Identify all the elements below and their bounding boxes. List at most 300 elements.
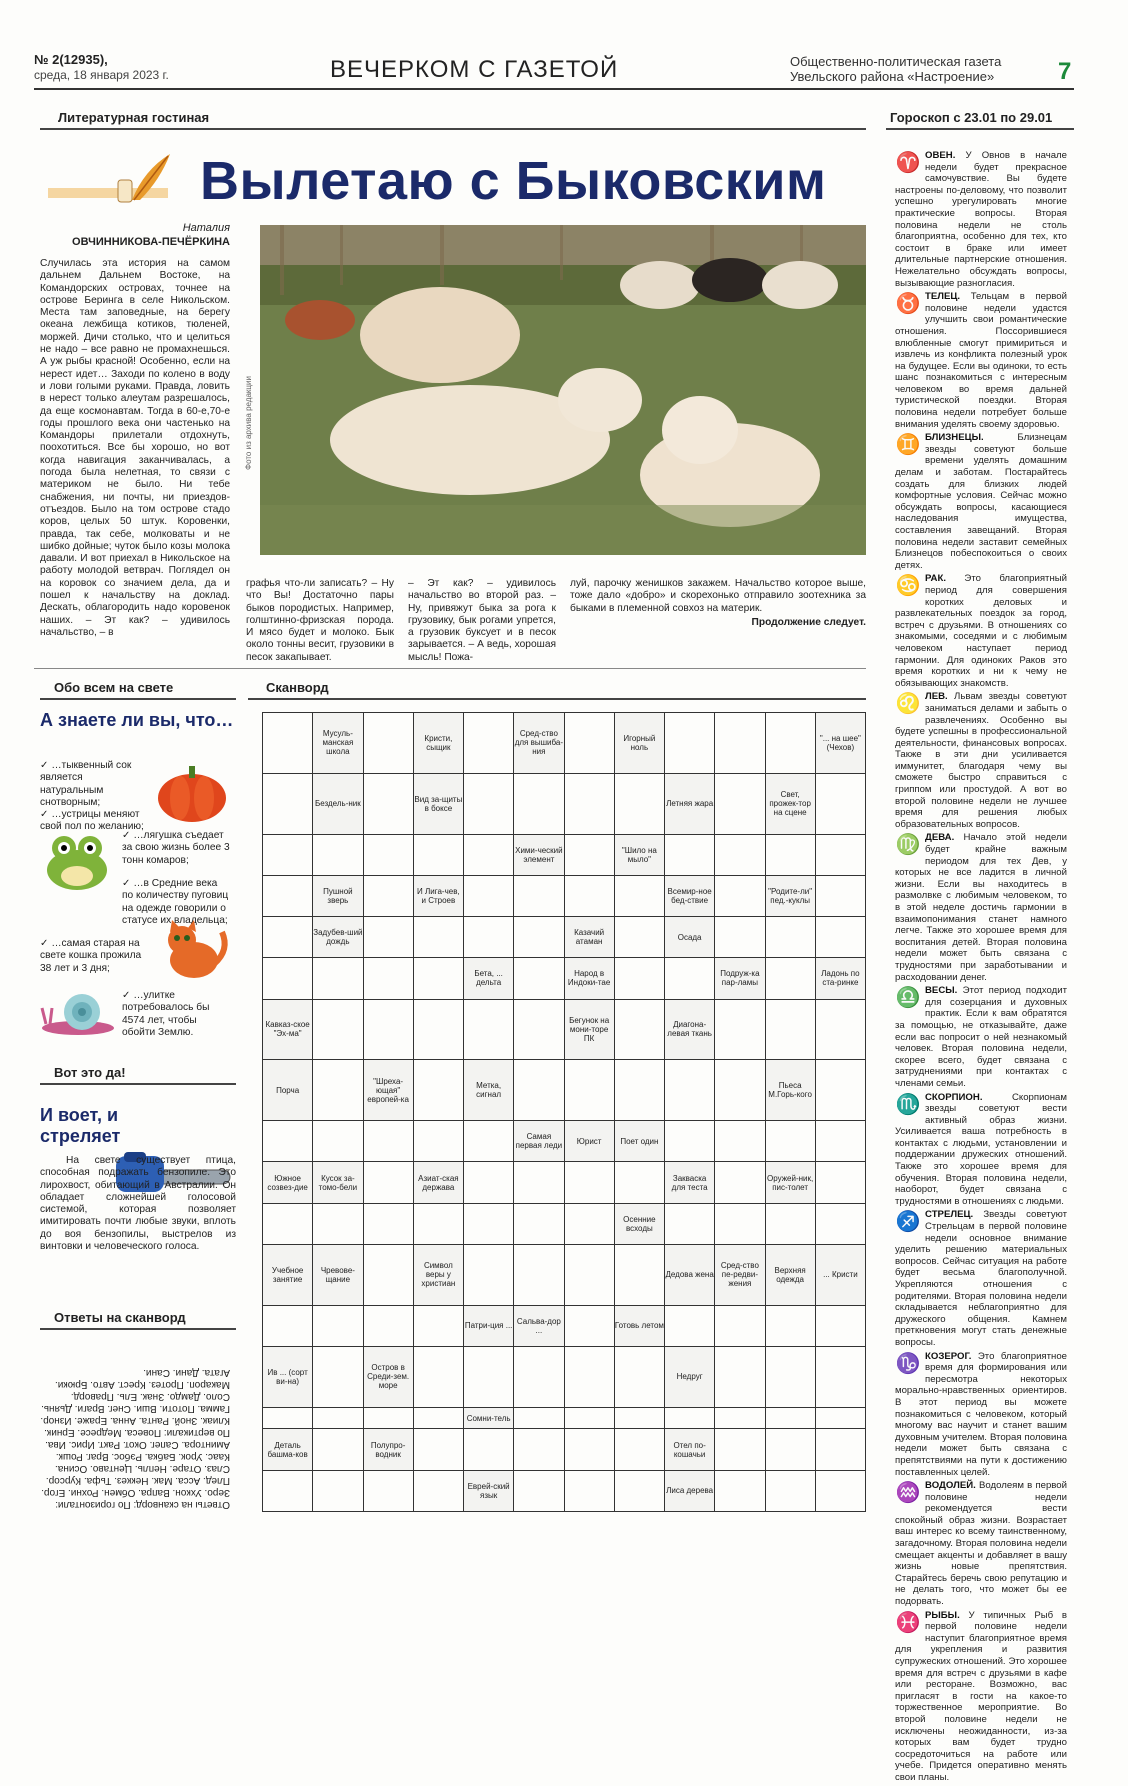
scanword-answer-cell[interactable]: [413, 999, 463, 1060]
scanword-answer-cell[interactable]: [363, 875, 413, 916]
fact-item: ✓ …в Средние века по количеству пуговиц на одежде говорили о статусе их владельца;: [122, 878, 229, 926]
scanword-answer-cell[interactable]: [263, 773, 313, 834]
facts-rubric: Обо всем на свете: [40, 680, 236, 700]
scanword-answer-cell[interactable]: [715, 713, 765, 774]
scanword-clue-cell: Вид за-щиты в боксе: [413, 773, 463, 834]
zodiac-sign-icon: ♍: [895, 834, 921, 857]
scanword-clue-cell: Казачий атаман: [564, 917, 614, 958]
scanword-clue-cell: Самая первая леди: [514, 1121, 564, 1162]
scanword-answer-cell[interactable]: [765, 1346, 815, 1407]
scanword-clue-cell: Метка, сигнал: [464, 1060, 514, 1121]
scanword-answer-cell[interactable]: [564, 1244, 614, 1305]
scanword-answer-cell[interactable]: [514, 958, 564, 999]
scanword-answer-cell[interactable]: [263, 834, 313, 875]
scanword-answer-cell[interactable]: [564, 875, 614, 916]
continued-note: Продолжение следует.: [751, 616, 866, 628]
zodiac-sign-name: ДЕВА.: [925, 832, 955, 844]
scanword-answer-cell[interactable]: [313, 1470, 363, 1511]
scanword-answer-cell[interactable]: [313, 1121, 363, 1162]
horoscope-sign: [895, 832, 1067, 983]
fact-item: ✓ …улитке потребовалось бы 4574 лет, чтобы обойти Землю.: [122, 990, 210, 1038]
scanword-answer-cell[interactable]: [815, 1470, 865, 1511]
scanword-answer-cell[interactable]: [815, 875, 865, 916]
scanword-clue-cell: Кавказ-ское "Эх-ма": [263, 999, 313, 1060]
scanword-answer-cell[interactable]: [313, 1407, 363, 1429]
scanword-answer-cell[interactable]: [765, 1470, 815, 1511]
scanword-answer-cell[interactable]: [614, 1162, 664, 1203]
author-last-name: ОВЧИННИКОВА-ПЕЧЁРКИНА: [72, 236, 230, 248]
scanword-table: [262, 712, 866, 1512]
scanword-row: [263, 834, 866, 875]
scanword-answer-cell[interactable]: [363, 773, 413, 834]
scanword-clue-cell: Полупро-водник: [363, 1429, 413, 1470]
zodiac-sign-icon: ♑: [895, 1352, 921, 1375]
scanword-answer-cell[interactable]: [815, 1429, 865, 1470]
zodiac-sign-name: ТЕЛЕЦ.: [925, 291, 961, 303]
scanword-answer-cell[interactable]: [715, 1203, 765, 1244]
scanword-answer-cell[interactable]: [765, 1121, 815, 1162]
scanword-answer-cell[interactable]: [765, 958, 815, 999]
scanword-clue-cell: Южное созвез-дие: [263, 1162, 313, 1203]
scanword-answer-cell[interactable]: [363, 999, 413, 1060]
scanword-answer-cell[interactable]: [413, 1203, 463, 1244]
scanword-clue-cell: Сомни-тель: [464, 1407, 514, 1429]
scanword-clue-cell: Готовь летом: [614, 1305, 664, 1346]
scanword-answer-cell[interactable]: [313, 1305, 363, 1346]
scanword-answer-cell[interactable]: [665, 1060, 715, 1121]
scanword-answer-cell[interactable]: [263, 875, 313, 916]
scanword-clue-cell: Юрист: [564, 1121, 614, 1162]
scanword-clue-cell: Ладонь по ста-ринке: [815, 958, 865, 999]
snail-icon: [38, 990, 118, 1036]
zodiac-sign-text: У Овнов в начале недели будет прекрасное самочувствие. Вы будете настроены по-деловому, что позволит успешно урегулировать многие практические вопросы. Вторая половина недели не столь благоприятна, особенно для тех, кто состоит в браке или имеет длительные партнерские отношения. Нежелательно обсуждать вопросы, вызывающие разногласия.: [895, 150, 1067, 289]
scanword-row: [263, 773, 866, 834]
scanword-answer-cell[interactable]: [665, 834, 715, 875]
answers-rubric: Ответы на сканворд: [40, 1310, 236, 1330]
scanword-answer-cell[interactable]: [765, 917, 815, 958]
scanword-answer-cell[interactable]: [313, 834, 363, 875]
zodiac-sign-icon: ♈: [895, 152, 921, 174]
scanword-clue-cell: Игорный ноль: [614, 713, 664, 774]
scanword-clue-cell: Верхняя одежда: [765, 1244, 815, 1305]
zodiac-sign-icon: ♎: [895, 987, 921, 1010]
scanword-answer-cell[interactable]: [564, 1429, 614, 1470]
zodiac-sign-icon: ♊: [895, 434, 921, 457]
scanword-row: [263, 1203, 866, 1244]
scanword-answer-cell[interactable]: [815, 1121, 865, 1162]
scanword-clue-cell: Подруж-ка пар-ламы: [715, 958, 765, 999]
zodiac-sign-icon: ♋: [895, 575, 921, 598]
scanword-answer-cell[interactable]: [263, 958, 313, 999]
scanword-answer-cell[interactable]: [614, 875, 664, 916]
scanword-answer-cell[interactable]: [313, 1429, 363, 1470]
zodiac-sign-icon: ♌: [895, 693, 921, 716]
scanword-answer-cell[interactable]: [715, 1305, 765, 1346]
scanword-clue-cell: Диагона-левая ткань: [665, 999, 715, 1060]
scanword-answer-cell[interactable]: [313, 999, 363, 1060]
scanword-answer-cell[interactable]: [263, 713, 313, 774]
scanword-answer-cell[interactable]: [464, 1121, 514, 1162]
fact-item: ✓ …лягушка съедает за свою жизнь более 3 тонн комаров;: [122, 830, 230, 866]
horoscope-sign: [895, 1351, 1067, 1479]
horoscope-sign: [895, 432, 1067, 571]
facts-list-left: [40, 760, 148, 834]
scanword-answer-cell[interactable]: [464, 917, 514, 958]
article-rubric: Литературная гостиная: [40, 110, 866, 130]
paper-name-line2: Увельского района «Настроение»: [790, 69, 995, 84]
scanword-clue-cell: Чревове-щание: [313, 1244, 363, 1305]
scanword-row: [263, 713, 866, 774]
scanword-clue-cell: Кусок за-томо-бели: [313, 1162, 363, 1203]
scanword-answer-cell[interactable]: [263, 1203, 313, 1244]
zodiac-sign-text: Львам звезды советуют заниматься делами и забыть о развлечениях. Особенно вы будете успешны в профессиональной деятельности, финансовых вопросах. Также в эти дни усиливается иммунитет, благодаря чему вы сможете быстро справиться с гриппом или простудой. А вот во второй половине недели не лучшее время для решения любых образовательных вопросов.: [895, 691, 1067, 830]
fact-item: ✓ …самая старая на свете кошка прожила 38 лет и 3 дня;: [40, 938, 142, 974]
fact-item: ✓ …тыквенный сок является натуральным снотворным;: [40, 760, 132, 808]
scanword-answer-cell[interactable]: [263, 1470, 313, 1511]
paper-name-line1: Общественно-политическая газета: [790, 54, 1002, 69]
horoscope-sign: [895, 291, 1067, 430]
scanword-clue-cell: Пушной зверь: [313, 875, 363, 916]
zodiac-sign-icon: ♐: [895, 1211, 921, 1234]
article-headline: Вылетаю с Быковским: [200, 151, 827, 211]
scanword-answer-cell[interactable]: [765, 834, 815, 875]
scanword-answer-cell[interactable]: [815, 834, 865, 875]
zodiac-sign-text: У типичных Рыб в первой половине недели наступит благоприятное время для укрепления и развития супружеских отношений. Это хорошее время для встреч с друзьями в кафе или ресторане. Возможно, вас пригласят в гости на какое-то торжественное мероприятие. Во второй половине недели не исключены неожиданности, из-за которых вам будет трудно сосредоточиться на работе или учебе. Придется оперативно менять свои планы.: [895, 1609, 1067, 1783]
scanword-answer-cell[interactable]: [514, 1060, 564, 1121]
zodiac-sign-text: Близнецам звезды советуют больше времени уделять домашним делам и заботам. Постарайтесь создать для близких людей комфортные условия. Сейчас можно обсуждать вопросы, касающиеся наследования имущества, составления завещаний. Вторая половина недели заставит семейных Близнецов побеспокоиться о своих детях.: [895, 432, 1067, 571]
scanword-clue-cell: Летняя жара: [665, 773, 715, 834]
answers-text-upside-down: Ответы на сканворд: По горизонтали: Зеро. Ухкон. Вапра. Обмен. Рохни. Егор. Плед. Асса. Мак. Неккез. Тьфа. Курсор. Слаз. Отаре. Непль. Центаво. Осина. Каас. Урок. Бабка. Рэбос. Враг. Рошк. Аминтора. Сапег. Окот. Ракт. Ирис. Ива. По вертикали: Повеса. Медресе. Ерник. Клиак. Зной. Ранта. Анна. Ераже. Изнор. Гамма. Пототи. Вши. Снег. Враги. Дьянь. Соло. Дамдо. Знак. Ель. Праворд. Макароп. Протез. Крест. Авто. Брюки. Агата. Дани. Сани.: [40, 1367, 230, 1510]
scanword-answer-cell[interactable]: [363, 1407, 413, 1429]
scanword-clue-cell: Сред-ство пе-редви-жения: [715, 1244, 765, 1305]
scanword-clue-cell: Бездель-ник: [313, 773, 363, 834]
scanword-clue-cell: Задубев-ший дождь: [313, 917, 363, 958]
scanword-answer-cell[interactable]: [564, 1203, 614, 1244]
scanword-answer-cell[interactable]: [815, 773, 865, 834]
scanword-clue-cell: "Шило на мыло": [614, 834, 664, 875]
zodiac-sign-text: Скорпионам звезды советуют вести активный образ жизни. Усиливается ваша потребность в контактах с людьми, установлении и поддержании дружеских отношений. Также это хорошее время для обучения. Вторая половина недели, наоборот, будет связана с трудностями в отношениях с людьми.: [895, 1091, 1067, 1207]
scanword-answer-cell[interactable]: [464, 1244, 514, 1305]
scanword-answer-cell[interactable]: [263, 917, 313, 958]
scanword-answer-cell[interactable]: [564, 713, 614, 774]
scanword-clue-cell: Народ в Индоки-тае: [564, 958, 614, 999]
issue-date: среда, 18 января 2023 г.: [34, 68, 169, 82]
scanword-answer-cell[interactable]: [363, 1203, 413, 1244]
facts-block: [40, 710, 236, 731]
scanword-answer-cell[interactable]: [715, 999, 765, 1060]
scanword-row: [263, 1244, 866, 1305]
scanword-answer-cell[interactable]: [363, 1121, 413, 1162]
scanword-answer-cell[interactable]: [665, 1203, 715, 1244]
scanword-answer-cell[interactable]: [363, 917, 413, 958]
scanword-answer-cell[interactable]: [614, 958, 664, 999]
scanword-clue-cell: Патри-ция ...: [464, 1305, 514, 1346]
scanword-clue-cell: Кристи, сыщик: [413, 713, 463, 774]
scanword-answer-cell[interactable]: [715, 1121, 765, 1162]
cows-photo: [260, 225, 866, 555]
scanword-answer-cell[interactable]: [564, 1407, 614, 1429]
scanword-clue-cell: Поет один: [614, 1121, 664, 1162]
zodiac-sign-icon: ♏: [895, 1093, 921, 1116]
wow-rubric: Вот это да!: [40, 1065, 236, 1085]
article-bottom-rule: [34, 668, 866, 669]
scanword-answer-cell[interactable]: [614, 773, 664, 834]
scanword-answer-cell[interactable]: [413, 1429, 463, 1470]
scanword-answer-cell[interactable]: [263, 1305, 313, 1346]
scanword-answer-cell[interactable]: [464, 713, 514, 774]
scanword-row: [263, 917, 866, 958]
scanword-answer-cell[interactable]: [464, 999, 514, 1060]
scanword-answer-cell[interactable]: [614, 1407, 664, 1429]
scanword-answer-cell[interactable]: [815, 999, 865, 1060]
scanword-answer-cell[interactable]: [464, 1203, 514, 1244]
horoscope-rubric: Гороскоп с 23.01 по 29.01: [886, 110, 1074, 130]
scanword-answer-cell[interactable]: [413, 958, 463, 999]
scanword-answer-cell[interactable]: [715, 875, 765, 916]
scanword-answer-cell[interactable]: [363, 1162, 413, 1203]
scanword-answer-cell[interactable]: [564, 834, 614, 875]
scanword-answer-cell[interactable]: [363, 834, 413, 875]
scanword-answer-cell[interactable]: [815, 1305, 865, 1346]
scanword-answer-cell[interactable]: [614, 917, 664, 958]
scanword-clue-cell: Свет, прожек-тор на сцене: [765, 773, 815, 834]
zodiac-sign-text: Тельцам в первой половине недели удастся улучшить свои романтические отношения. Поссорившиеся влюбленные смогут примириться и извлечь из конфликта полезный урок на будущее. Если вы одиноки, то есть шанс познакомиться с интересным человеком во время дальней туристической поездки. Вторая половина недели потребует больше внимания уделять своему здоровью.: [895, 291, 1067, 430]
scanword-answer-cell[interactable]: [815, 1060, 865, 1121]
scanword-row: [263, 1060, 866, 1121]
scanword-answer-cell[interactable]: [514, 1470, 564, 1511]
scanword-clue-cell: Закваска для теста: [665, 1162, 715, 1203]
scanword-answer-cell[interactable]: [715, 917, 765, 958]
zodiac-sign-name: РЫБЫ.: [925, 1609, 960, 1621]
scanword-answer-cell[interactable]: [765, 713, 815, 774]
scanword-answer-cell[interactable]: [413, 1121, 463, 1162]
photo-credit: Фото из архива редакции: [244, 376, 253, 470]
scanword-answer-cell[interactable]: [313, 1346, 363, 1407]
scanword-answer-cell[interactable]: [564, 1060, 614, 1121]
zodiac-sign-icon: ♓: [895, 1611, 921, 1634]
scanword-row: [263, 1470, 866, 1511]
scanword-clue-cell: Бегунок на мони-торе ПК: [564, 999, 614, 1060]
scanword-clue-cell: Еврей-ский язык: [464, 1470, 514, 1511]
scanword-answer-cell[interactable]: [715, 1060, 765, 1121]
scanword-clue-cell: Бета, ... дельта: [464, 958, 514, 999]
horoscope-sign: [895, 1610, 1067, 1784]
zodiac-sign-name: СКОРПИОН.: [925, 1091, 983, 1103]
article-column-1: Случилась эта история на самом дальнем Дальнем Востоке, на Командорских островах, точнее на острове Беринга в селе Никольском. Места там заповедные, на берегу океана лежбища котиков, тюленей, моржей. Дичи столько, что и целиться не надо – все равно не промахнешься. А уж рыбы красной! Особенно, если на нерест идет… Заходи по колено в воду и лови голыми руками. Правда, ловить в нерест только алеутам разрешалось, да еще космонавтам. Тогда в 60-е,70-е годы прошлого века они частенько на Командоры прилетали отдохнуть, поохотиться. Все бы хорошо, но вот когда навигация заканчивалась, а погода была нелетная, то связи с материком не было. Ни тебе снабжения, ни почты, ни приездов-отъездов. Было на том острове стадо коров, целых 50 штук. Коровенки, правда, так себе, молковаты и не шибко дойные; чуток было козы молока давали. И вот приехал в Никольское на работу молодой ветврач. Поглядел он на коровок со значием дела, да и пошел к начальству на доклад. Дескать, облагородить надо коровенок наших. – Эт как? – удивилось начальство, – в: [40, 258, 230, 638]
scanword-clue-cell: Оружей-ник, пис-толет: [765, 1162, 815, 1203]
header-rule: [34, 88, 1074, 90]
facts-list-bottom: [122, 990, 230, 1039]
scanword-answer-cell[interactable]: [614, 1060, 664, 1121]
scanword-answer-cell[interactable]: [464, 834, 514, 875]
scanword-answer-cell[interactable]: [665, 713, 715, 774]
scanword-row: [263, 1305, 866, 1346]
scanword-answer-cell[interactable]: [313, 958, 363, 999]
scanword-row: [263, 999, 866, 1060]
wow-text: На свете существует птица, способная подражать бензопиле. Это лирохвост, обитающий в Австралии. Он обладает сложнейшей голосовой системой, которая позволяет имитировать почти любые звуки, вплоть до воя бензопилы, выстрелов из винтовки и человеческого голоса.: [40, 1155, 236, 1253]
zodiac-sign-name: ОВЕН.: [925, 150, 956, 161]
scanword-answer-cell[interactable]: [765, 999, 815, 1060]
facts-list-lower: [40, 938, 150, 975]
scanword-clue-cell: Осада: [665, 917, 715, 958]
page-section-title: ВЕЧЕРКОМ С ГАЗЕТОЙ: [330, 56, 619, 83]
scanword-answer-cell[interactable]: [514, 917, 564, 958]
zodiac-sign-text: Начало этой недели будет крайне важным периодом для тех Дев, у которых не все ладится в личной жизни. Если вы находитесь в размолвке с любимым человеком, то в этой неделе достичь гармонии в взаимопонимания станет намного легче. Также это хорошее время для воспитания детей. Вторая половина недели может быть связана с трудностями при заработывании и расходовании денег.: [895, 832, 1068, 983]
zodiac-sign-name: ВЕСЫ.: [925, 985, 958, 997]
paper-name: [790, 54, 1030, 84]
scanword-answer-cell[interactable]: [665, 958, 715, 999]
zodiac-sign-text: Этот период подходит для созерцания и духовных практик. Если к вам обратятся за помощью, не отказывайте, даже если вас попросит о ней незнакомый человек. Вторая половина недели, скорее всего, будет связана с затруднениями при контактах с членами семьи.: [895, 985, 1067, 1089]
scanword-answer-cell[interactable]: [514, 999, 564, 1060]
facts-title: А знаете ли вы, что…: [40, 710, 234, 730]
scanword-answer-cell[interactable]: [715, 1470, 765, 1511]
scanword-answer-cell[interactable]: [413, 1346, 463, 1407]
scanword-clue-cell: Порча: [263, 1060, 313, 1121]
scanword-answer-cell[interactable]: [765, 1305, 815, 1346]
scanword-answer-cell[interactable]: [564, 1346, 614, 1407]
scanword-clue-cell: Учебное занятие: [263, 1244, 313, 1305]
scanword-answer-cell[interactable]: [514, 1244, 564, 1305]
scanword-answer-cell[interactable]: [514, 1162, 564, 1203]
scanword-grid: [262, 712, 866, 1512]
scanword-answer-cell[interactable]: [715, 1162, 765, 1203]
scanword-clue-cell: Осенние всходы: [614, 1203, 664, 1244]
scanword-answer-cell[interactable]: [363, 1244, 413, 1305]
author-first-name: Наталия: [182, 222, 230, 234]
quill-icon: [48, 150, 178, 212]
scanword-answer-cell[interactable]: [514, 773, 564, 834]
article-column-3: – Эт как? – удивилось начальство во второй раз. – Ну, привяжут быка за рога к грузовику, бык рогами упрется, а грузовик буксует и в песок зарывается. – А ведь, хорошая мысль! Пожа-: [408, 578, 556, 663]
cat-icon: [152, 920, 232, 982]
scanword-answer-cell[interactable]: [564, 1162, 614, 1203]
scanword-answer-cell[interactable]: [715, 773, 765, 834]
scanword-row: [263, 1407, 866, 1429]
scanword-answer-cell[interactable]: [765, 1407, 815, 1429]
scanword-answer-cell[interactable]: [715, 1407, 765, 1429]
scanword-clue-cell: Символ веры у христиан: [413, 1244, 463, 1305]
scanword-clue-cell: Деталь башма-ков: [263, 1429, 313, 1470]
scanword-answer-cell[interactable]: [514, 1429, 564, 1470]
scanword-answer-cell[interactable]: [363, 958, 413, 999]
scanword-answer-cell[interactable]: [665, 1121, 715, 1162]
scanword-clue-cell: Мусуль-манская школа: [313, 713, 363, 774]
horoscope-sign: [895, 150, 1067, 289]
scanword-answer-cell[interactable]: [815, 1346, 865, 1407]
scanword-answer-cell[interactable]: [765, 1429, 815, 1470]
scanword-answer-cell[interactable]: [665, 1305, 715, 1346]
scanword-answer-cell[interactable]: [413, 1305, 463, 1346]
zodiac-sign-name: КОЗЕРОГ.: [925, 1350, 972, 1362]
scanword-answer-cell[interactable]: [514, 1203, 564, 1244]
wow-block: [40, 1105, 236, 1147]
scanword-answer-cell[interactable]: [263, 1121, 313, 1162]
scanword-answer-cell[interactable]: [413, 1470, 463, 1511]
scanword-answer-cell[interactable]: [363, 1470, 413, 1511]
scanword-answer-cell[interactable]: [614, 1244, 664, 1305]
scanword-answer-cell[interactable]: [464, 1162, 514, 1203]
horoscope-sign: [895, 1480, 1067, 1608]
zodiac-sign-text: Это благоприятное время для формирования или пересмотра некоторых морально-нравственных ориентиров. В этот период вы можете познакомиться с человеком, который многому вас научит и станет вашим духовным учителем. Вторая половина недели может быть связана с препятствиями на пути к достижению поставленных целей.: [895, 1350, 1067, 1478]
scanword-clue-cell: Хими-ческий элемент: [514, 834, 564, 875]
scanword-answer-cell[interactable]: [564, 1470, 614, 1511]
scanword-clue-cell: "Родите-ли" пед.-куклы: [765, 875, 815, 916]
scanword-answer-cell[interactable]: [413, 834, 463, 875]
scanword-answer-cell[interactable]: [715, 1346, 765, 1407]
scanword-clue-cell: Остров в Среди-зем. море: [363, 1346, 413, 1407]
scanword-answer-cell[interactable]: [363, 713, 413, 774]
scanword-row: [263, 958, 866, 999]
scanword-answer-cell[interactable]: [765, 1203, 815, 1244]
scanword-clue-cell: Недруг: [665, 1346, 715, 1407]
scanword-answer-cell[interactable]: [715, 1429, 765, 1470]
scanword-answer-cell[interactable]: [815, 1407, 865, 1429]
scanword-row: [263, 1121, 866, 1162]
zodiac-sign-name: РАК.: [925, 573, 947, 585]
scanword-clue-cell: Всемир-ное бед-ствие: [665, 875, 715, 916]
scanword-answer-cell[interactable]: [313, 1060, 363, 1121]
page-number: 7: [1058, 58, 1072, 85]
article-column-2: графья что-ли записать? – Ну что Вы! Достаточно пары быков породистых. Например, голштинно-фризская порода. И мясо будет и молоко. Бык около тонны весит, грузовики в песок закапывает.: [246, 578, 394, 663]
scanword-answer-cell[interactable]: [464, 773, 514, 834]
scanword-answer-cell[interactable]: [665, 1407, 715, 1429]
scanword-rubric: Сканворд: [248, 680, 866, 700]
article-column-4: [570, 578, 866, 650]
scanword-answer-cell[interactable]: [614, 1429, 664, 1470]
scanword-answer-cell[interactable]: [514, 1346, 564, 1407]
scanword-answer-cell[interactable]: [564, 773, 614, 834]
scanword-clue-cell: Сальва-дор ...: [514, 1305, 564, 1346]
scanword-row: [263, 1429, 866, 1470]
scanword-answer-cell[interactable]: [715, 834, 765, 875]
scanword-answer-cell[interactable]: [413, 1060, 463, 1121]
zodiac-sign-name: БЛИЗНЕЦЫ.: [925, 432, 984, 444]
horoscope-list: [895, 150, 1067, 1786]
scanword-row: [263, 875, 866, 916]
zodiac-sign-text: Это благоприятный период для совершения коротких деловых и развлекательных поездок за город, встреч с друзьями. В отношениях со знакомыми, соседями и с любимым человеком наступает период гармонии. Для одиноких Раков это время коротких и ни к чему не обязывающих знакомств.: [895, 573, 1067, 689]
scanword-answer-cell[interactable]: [263, 1407, 313, 1429]
scanword-clue-cell: Сред-ство для вышиба-ния: [514, 713, 564, 774]
horoscope-sign: [895, 985, 1067, 1089]
scanword-answer-cell[interactable]: [815, 1162, 865, 1203]
horoscope-sign: [895, 1092, 1067, 1208]
wow-title: И воет, и стреляет: [40, 1105, 121, 1146]
scanword-answer-cell[interactable]: [464, 1429, 514, 1470]
scanword-answer-cell[interactable]: [413, 1407, 463, 1429]
scanword-row: [263, 1346, 866, 1407]
scanword-answer-cell[interactable]: [464, 875, 514, 916]
scanword-answer-cell[interactable]: [564, 1305, 614, 1346]
scanword-answer-cell[interactable]: [614, 999, 664, 1060]
scanword-answer-cell[interactable]: [815, 917, 865, 958]
scanword-answer-cell[interactable]: [464, 1346, 514, 1407]
zodiac-sign-text: Звезды советуют Стрельцам в первой половине недели основное внимание уделить решению материальных вопросов. Сейчас ситуация на работе будет весьма благополучной. Укрепляются отношения с родителями. Вторая половина недели складывается неблагоприятно для дружеского общения. Камнем преткновения могут стать денежные вопросы.: [895, 1209, 1067, 1348]
scanword-answer-cell[interactable]: [363, 1305, 413, 1346]
scanword-clue-cell: Пьеса М.Горь-кого: [765, 1060, 815, 1121]
scanword-clue-cell: Ив ... (сорт ви-на): [263, 1346, 313, 1407]
zodiac-sign-icon: ♉: [895, 293, 921, 316]
scanword-clue-cell: Дедова жена: [665, 1244, 715, 1305]
scanword-answer-cell[interactable]: [815, 1203, 865, 1244]
scanword-answer-cell[interactable]: [413, 917, 463, 958]
scanword-clue-cell: Лиса дерева: [665, 1470, 715, 1511]
scanword-answer-cell[interactable]: [614, 1346, 664, 1407]
scanword-answer-cell[interactable]: [514, 1407, 564, 1429]
scanword-clue-cell: Азиат-ская держава: [413, 1162, 463, 1203]
scanword-answer-cell[interactable]: [514, 875, 564, 916]
scanword-answer-cell[interactable]: [614, 1470, 664, 1511]
scanword-answer-cell[interactable]: [313, 1203, 363, 1244]
scanword-clue-cell: "Шреха-ющая" европей-ка: [363, 1060, 413, 1121]
